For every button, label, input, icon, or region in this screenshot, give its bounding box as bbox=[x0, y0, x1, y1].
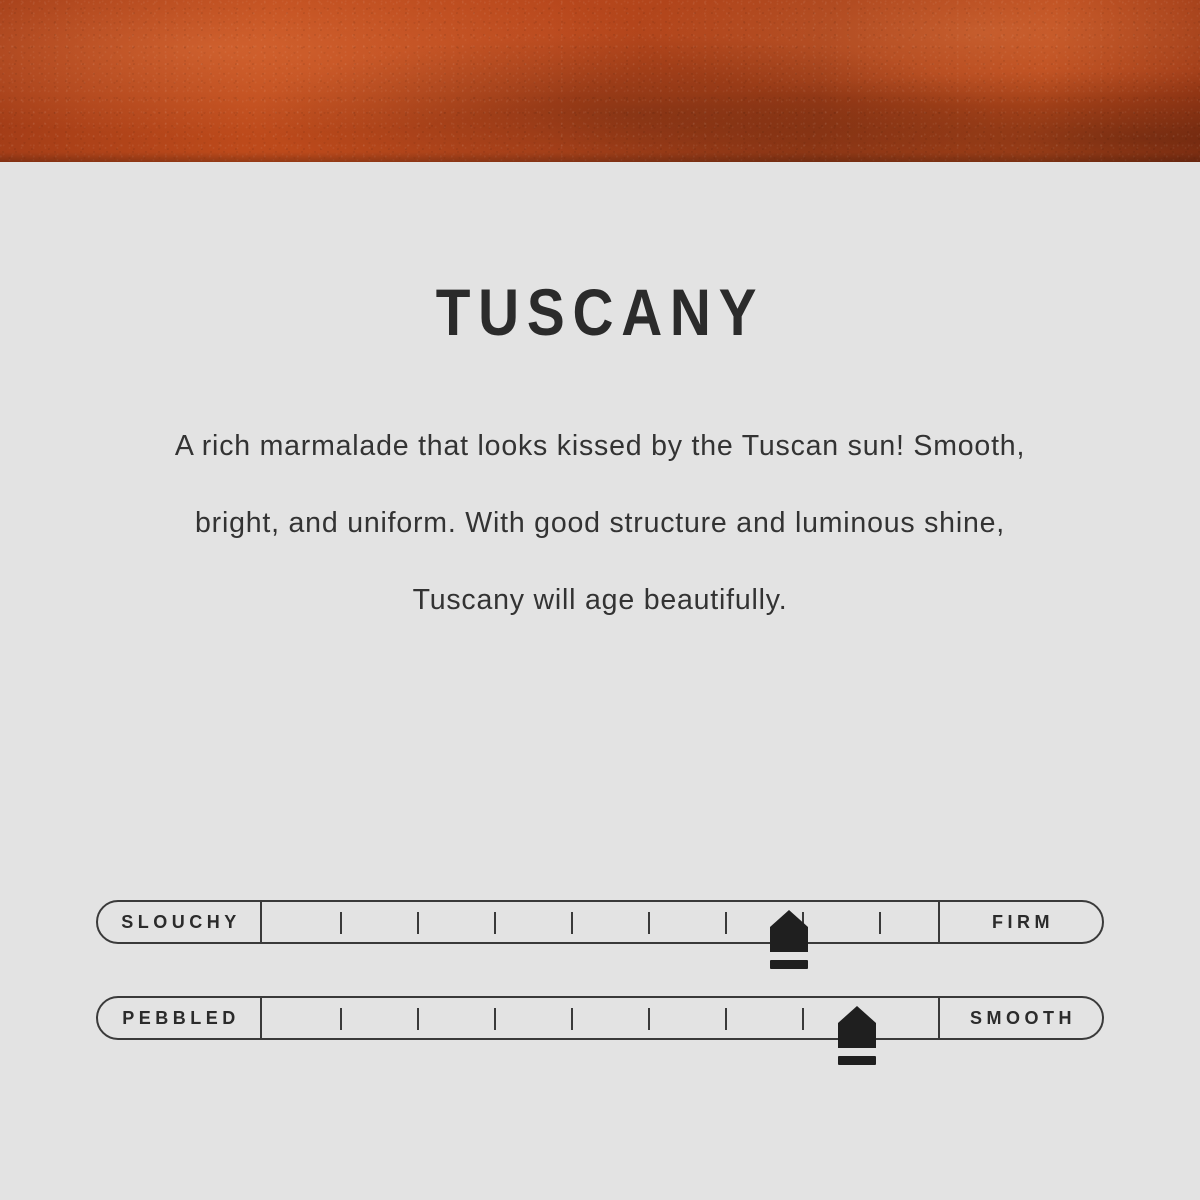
marker-base bbox=[770, 960, 808, 969]
attribute-sliders bbox=[96, 900, 1104, 1092]
tick-mark bbox=[648, 1008, 650, 1030]
tick-mark bbox=[494, 1008, 496, 1030]
tick-mark bbox=[802, 1008, 804, 1030]
structure-slider-left-label: SLOUCHY bbox=[98, 902, 262, 942]
page-title: TUSCANY bbox=[435, 275, 765, 349]
slider-row-structure bbox=[96, 900, 1104, 996]
tick-mark bbox=[494, 912, 496, 934]
structure-slider-right-label: FIRM bbox=[938, 902, 1102, 942]
tick-mark bbox=[648, 912, 650, 934]
tick-mark bbox=[725, 912, 727, 934]
marker-pin-icon bbox=[838, 1006, 876, 1048]
tick-mark bbox=[340, 1008, 342, 1030]
leather-speckle-texture bbox=[0, 0, 1200, 162]
tick-mark bbox=[802, 912, 804, 934]
tick-mark bbox=[417, 1008, 419, 1030]
texture-slider-left-label: PEBBLED bbox=[98, 998, 262, 1038]
marker-base bbox=[838, 1056, 876, 1065]
texture-slider-right-label: SMOOTH bbox=[938, 998, 1102, 1038]
structure-slider-ticks bbox=[262, 902, 938, 942]
tick-mark bbox=[725, 1008, 727, 1030]
tick-mark bbox=[571, 1008, 573, 1030]
band-edge-shadow bbox=[0, 152, 1200, 162]
slider-row-texture bbox=[96, 996, 1104, 1092]
tick-mark bbox=[571, 912, 573, 934]
texture-slider-marker[interactable] bbox=[838, 1006, 876, 1065]
leather-swatch-band bbox=[0, 0, 1200, 162]
structure-slider-track[interactable] bbox=[96, 900, 1104, 944]
product-description: A rich marmalade that looks kissed by the Tuscan sun! Smooth, bright, and uniform. With good structure and luminous shine, Tuscany will age beautifully. bbox=[174, 430, 1026, 616]
texture-slider-track[interactable] bbox=[96, 996, 1104, 1040]
tick-mark bbox=[879, 912, 881, 934]
tick-mark bbox=[417, 912, 419, 934]
texture-slider-ticks bbox=[262, 998, 938, 1038]
tick-mark bbox=[340, 912, 342, 934]
